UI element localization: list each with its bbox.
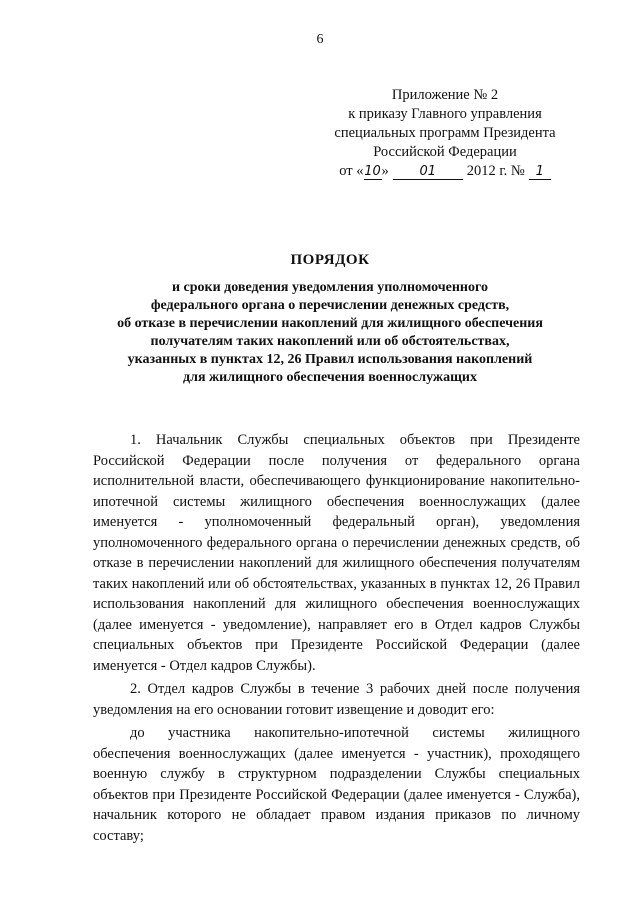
appendix-line: к приказу Главного управления xyxy=(348,106,542,122)
subtitle-line: указанных в пунктах 12, 26 Правил использования накоплений xyxy=(127,352,533,367)
appendix-block xyxy=(320,86,570,181)
order-prefix: от « xyxy=(339,163,364,179)
document-title: ПОРЯДОК xyxy=(290,252,370,268)
body-paragraph: до участника накопительно-ипотечной системы жилищного обеспечения военнослужащих (далее именуется - участник), проходящего военную службу в структурном подразделении Службы специальных объектов при Президенте Российской Федерации (далее именуется - Служба), начальник которого не обладает правом издания приказов по личному составу; xyxy=(93,725,580,844)
appendix-title: Приложение № 2 xyxy=(391,87,499,103)
subtitle-line: федерального органа о перечислении денежных средств, xyxy=(150,298,510,313)
subtitle-line: получателям таких накоплений или об обстоятельствах, xyxy=(150,334,510,349)
body-paragraph: 2. Отдел кадров Службы в течение 3 рабочих дней после получения уведомления на его основании готовит извещение и доводит его: xyxy=(93,681,580,718)
document-heading xyxy=(80,252,580,387)
document-subtitle xyxy=(80,279,580,387)
body-paragraph: 1. Начальник Службы специальных объектов при Президенте Российской Федерации после получения от федерального органа исполнительной власти, обеспечивающего функционирование накопительно-ипотечной системы жилищного обеспечения военнослужащих (далее именуется - уполномоченный федеральный орган), уведомления уполномоченного федерального органа о перечислении денежных средств, об отказе в перечислении накоплений для жилищного обеспечения получателям таких накоплений или об обстоятельствах, указанных в пунктах 12, 26 Правил использования накоплений для жилищного обеспечения военнослужащих (далее именуется - уведомление), направляет его в Отдел кадров Службы специальных объектов при Президенте Российской Федерации (далее именуется - Отдел кадров Службы). xyxy=(93,432,580,674)
subtitle-line: для жилищного обеспечения военнослужащих xyxy=(183,370,477,385)
page-number: 6 xyxy=(316,32,324,47)
appendix-line: специальных программ Президента xyxy=(334,125,556,141)
subtitle-line: и сроки доведения уведомления уполномоченного xyxy=(171,280,489,295)
order-date-line xyxy=(320,162,570,181)
subtitle-line: об отказе в перечислении накоплений для жилищного обеспечения xyxy=(117,316,543,331)
document-body xyxy=(93,430,580,846)
order-mid: » xyxy=(381,163,389,179)
order-year: 2012 г. № xyxy=(466,163,525,179)
order-number: 1 xyxy=(529,165,551,180)
order-month: 01 xyxy=(393,165,463,180)
appendix-line: Российской Федерации xyxy=(373,144,517,160)
order-day: 10 xyxy=(364,164,381,179)
